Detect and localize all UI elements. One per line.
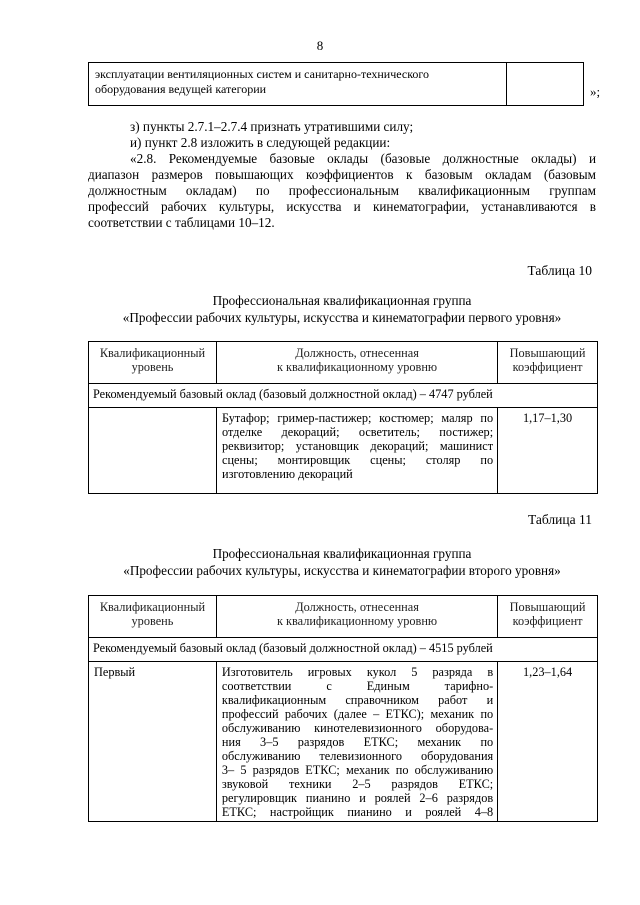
page-number: 8 <box>316 38 324 53</box>
continued-cell-empty <box>507 63 584 106</box>
position-line: отделке декораций; осветитель; постижер; <box>221 425 494 439</box>
header-position <box>216 596 497 638</box>
position-line: профессий рабочих (далее – ЕТКС); механик по <box>221 707 494 721</box>
table11-title-line: Профессиональная квалификационная группа <box>212 546 472 561</box>
clause-line: диапазон размеров повышающих коэффициентов к базовым окладам (базовым <box>88 167 596 182</box>
header-coefficient <box>498 342 598 384</box>
header-text: Должность, отнесенная <box>295 346 419 360</box>
new-clause-text <box>88 151 596 231</box>
position-line: изготовлению декораций <box>221 467 353 481</box>
clause-line: должностным окладам) по профессиональным квалификационным группам <box>88 183 596 198</box>
position-line: обслуживанию кинотелевизионного оборудова- <box>221 721 494 735</box>
position-line: соответствии с Единым тарифно- <box>221 679 494 693</box>
item-i: и) пункт 2.8 изложить в следующей редакции: <box>130 135 391 150</box>
position-line: квалификационным справочником работ и <box>221 693 494 707</box>
table11-title <box>88 545 596 579</box>
salary-row: Рекомендуемый базовый оклад (базовый должностной оклад) – 4515 рублей <box>89 638 598 662</box>
header-text: к квалификационному уровню <box>276 614 438 628</box>
continued-line: оборудования ведущей категории <box>95 82 267 96</box>
continued-cell-text <box>89 63 507 106</box>
position-line: ЕТКС; настройщик пианино и роялей 4–8 <box>221 805 494 819</box>
item-z: з) пункты 2.7.1–2.7.4 признать утратившими силу; <box>130 119 414 134</box>
header-text: Должность, отнесенная <box>295 600 419 614</box>
table10-title-line: Профессиональная квалификационная группа <box>212 293 472 308</box>
closing-quote: »; <box>590 84 601 99</box>
position-line: обслуживанию телевизионного оборудования <box>221 749 494 763</box>
position-line: звуковой техники 2–5 разрядов ЕТКС; <box>221 777 494 791</box>
position-cell <box>216 662 497 822</box>
table11 <box>88 595 598 822</box>
position-line: реквизитор; установщик декораций; машинист <box>221 439 494 453</box>
position-line: сцены; монтировщик сцены; столяр по <box>221 453 494 467</box>
position-cell <box>216 408 497 494</box>
header-text: коэффициент <box>512 360 583 374</box>
position-line: ния 3–5 разрядов ЕТКС; механик по <box>221 735 494 749</box>
table11-title-line: «Профессии рабочих культуры, искусства и кинематографии второго уровня» <box>123 563 561 578</box>
table11-label: Таблица 11 <box>528 512 592 527</box>
table10 <box>88 341 598 494</box>
header-text: к квалификационному уровню <box>276 360 438 374</box>
coefficient-cell: 1,17–1,30 <box>498 408 598 494</box>
header-text: Повышающий <box>509 346 586 360</box>
header-text: уровень <box>131 614 174 628</box>
header-text: уровень <box>131 360 174 374</box>
level-cell: Первый <box>89 662 217 822</box>
position-line: 3– 5 разрядов ЕТКС; механик по обслуживанию <box>221 763 494 777</box>
clause-line: «2.8. Рекомендуемые базовые оклады (базовые должностные оклады) и <box>130 151 596 166</box>
header-text: Квалификационный <box>99 600 206 614</box>
continued-line: эксплуатации вентиляционных систем и санитарно-технического <box>95 67 430 81</box>
header-level <box>89 342 217 384</box>
header-text: Повышающий <box>509 600 586 614</box>
header-coefficient <box>498 596 598 638</box>
position-line: регулировщик пианино и роялей 2–6 разрядов <box>221 791 494 805</box>
level-cell <box>89 408 217 494</box>
header-level <box>89 596 217 638</box>
table10-title <box>88 292 596 326</box>
clause-line: соответствии с таблицами 10–12. <box>88 215 275 230</box>
position-line: Изготовитель игровых кукол 5 разряда в <box>221 665 494 679</box>
coefficient-cell: 1,23–1,64 <box>498 662 598 822</box>
salary-row: Рекомендуемый базовый оклад (базовый должностной оклад) – 4747 рублей <box>89 384 598 408</box>
table10-title-line: «Профессии рабочих культуры, искусства и кинематографии первого уровня» <box>122 310 562 325</box>
header-position <box>216 342 497 384</box>
position-line: Бутафор; гример-пастижер; костюмер; маляр по <box>221 411 494 425</box>
clause-line: профессий рабочих культуры, искусства и кинематографии, устанавливаются в <box>88 199 596 214</box>
table10-label: Таблица 10 <box>527 263 592 278</box>
header-text: Квалификационный <box>99 346 206 360</box>
header-text: коэффициент <box>512 614 583 628</box>
continued-table <box>88 62 584 106</box>
